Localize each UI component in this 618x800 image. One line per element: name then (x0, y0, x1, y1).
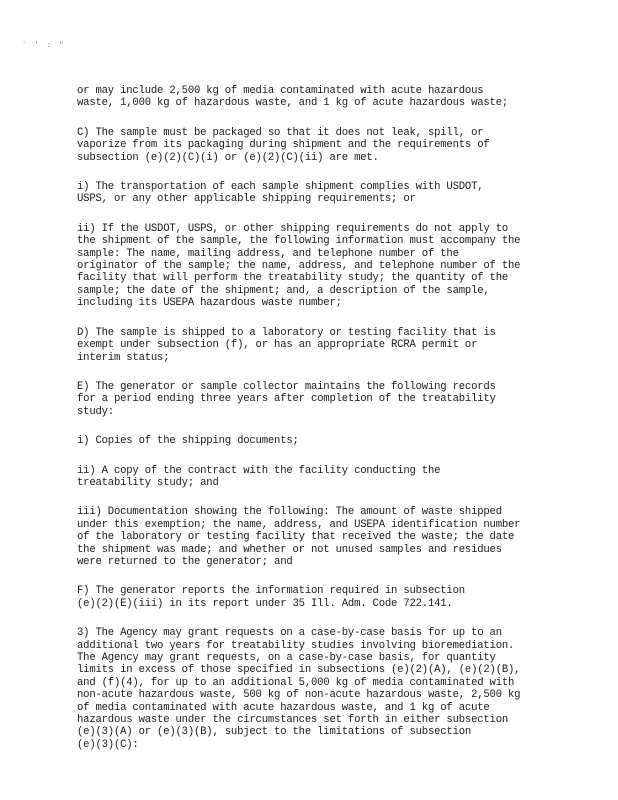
paragraph-c-i: i) The transportation of each sample shipment complies with USDOT, USPS, or any other applicable shipping requirements; or (77, 181, 484, 206)
paragraph-c: C) The sample must be packaged so that it does not leak, spill, or vaporize from its packaging during shipment and the requirements of subsection (e)(2)(C)(i) or (e)(2)(C)(ii) are met. (77, 126, 490, 164)
paragraph-f: F) The generator reports the information required in subsection (e)(2)(E)(iii) in its report under 35 Ill. Adm. Code 722.141. (77, 585, 465, 610)
paragraph-d: D) The sample is shipped to a laboratory or testing facility that is exempt under subsection (f), or has an appropriate RCRA permit or interim status; (77, 326, 496, 364)
paragraph-continuation: or may include 2,500 kg of media contaminated with acute hazardous waste, 1,000 kg of hazardous waste, and 1 kg of acute hazardous waste; (77, 85, 509, 110)
paragraph-3: 3) The Agency may grant requests on a case-by-case basis for up to an additional two years for treatability studies involving bioremediation. The Agency may grant requests, on a case-by-case basis, for quantity limits in excess of those specified in subsections (e)(2)(A), (e)(2)(B), and (f)(4), for up to an additional 5,000 kg of media contaminated with non-acute hazardous waste, 500 kg of non-acute hazardous waste, 2,500 kg of media contaminated with acute hazardous waste, and 1 kg of acute hazardous waste under the circumstances set forth in either subsection (e)(3)(A) or (e)(3)(B), subject to the limitations of subsection (e)(3)(C): (77, 627, 521, 751)
scan-corner-mark: ` ' : " (22, 42, 66, 50)
paragraph-e-i: i) Copies of the shipping documents; (77, 435, 299, 448)
paragraph-c-ii: ii) If the USDOT, USPS, or other shipping requirements do not apply to the shipment of the sample, the following information must accompany the sample: The name, mailing address, and telephone number of the originator of the sample; the name, address, and telephone number of the facility that will perform the treatability study; the quantity of the sample; the date of the shipment; and, a description of the sample, including its USEPA hazardous waste number; (77, 222, 521, 310)
paragraph-e: E) The generator or sample collector maintains the following records for a period ending three years after completion of the treatability study: (77, 380, 496, 418)
paragraph-e-iii: iii) Documentation showing the following: The amount of waste shipped under this exemption; the name, address, and USEPA identification number of the laboratory or testing facility that received the waste; the date the shipment was made; and whether or not unused samples and residues were returned to the generator; and (77, 506, 521, 568)
document-body (77, 85, 547, 768)
paragraph-e-ii: ii) A copy of the contract with the facility conducting the treatability study; and (77, 464, 441, 489)
